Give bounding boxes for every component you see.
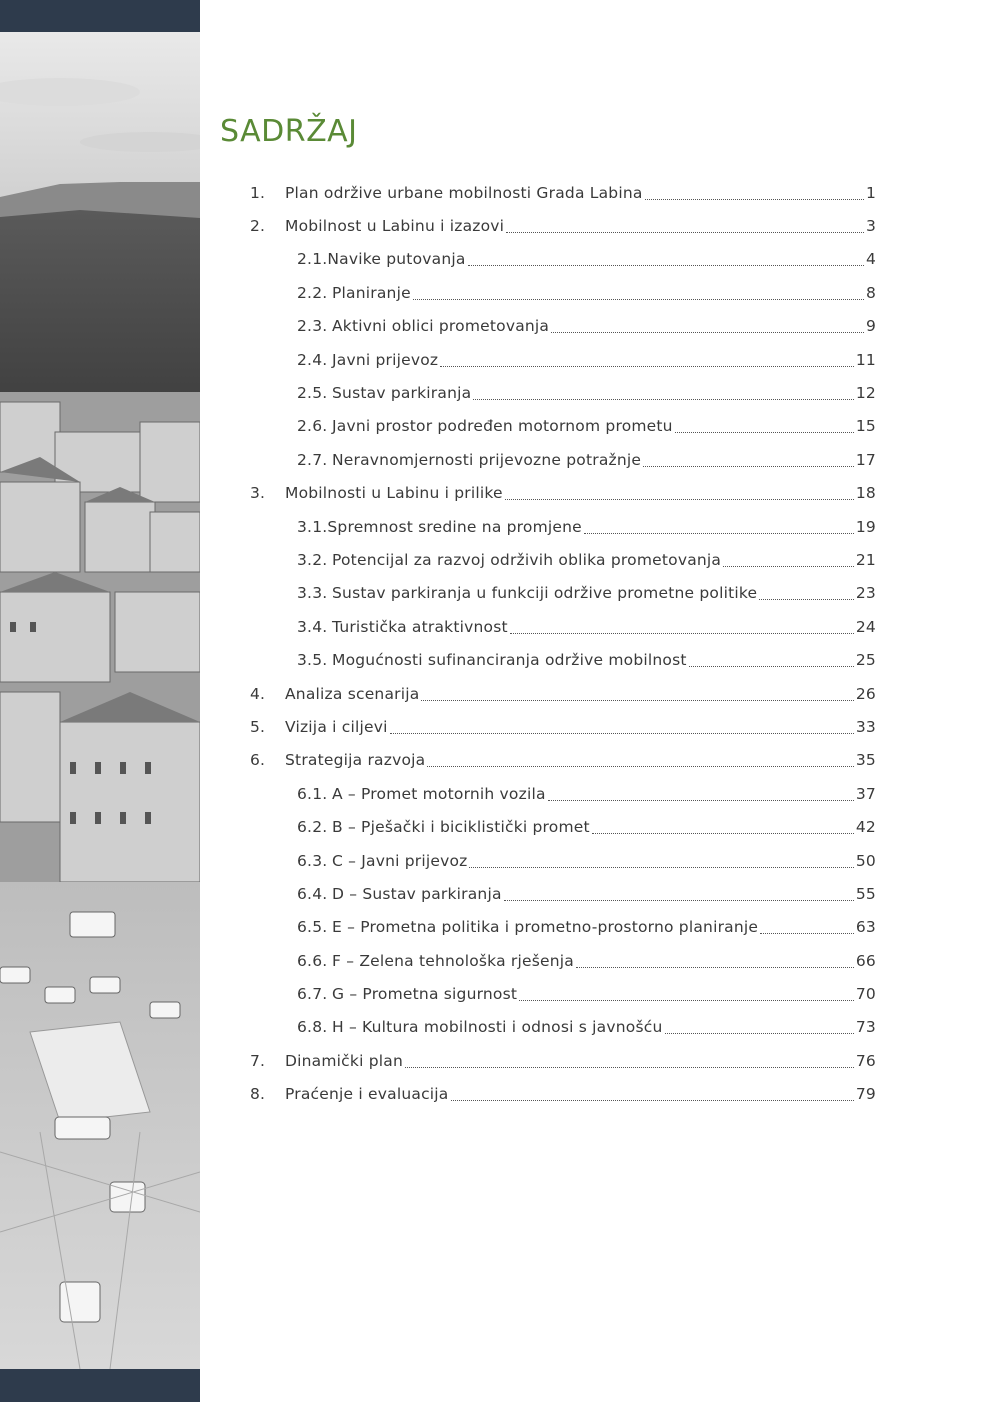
toc-entry-number: 2.5. <box>297 384 328 403</box>
toc-entry-label: C – Javni prijevoz <box>332 851 468 870</box>
toc-entry-page: 8 <box>865 283 876 302</box>
toc-entry[interactable] <box>250 643 876 676</box>
toc-entry-page: 55 <box>855 884 876 903</box>
toc-entry[interactable] <box>250 744 876 777</box>
toc-entry-label: B – Pješački i biciklistički promet <box>332 818 590 837</box>
toc-entry-label: Vizija i ciljevi <box>285 717 388 736</box>
toc-leader-dots <box>451 1099 854 1101</box>
toc-entry[interactable] <box>250 410 876 443</box>
toc-entry-number: 3. <box>250 484 266 503</box>
toc-entry[interactable] <box>250 1078 876 1111</box>
toc-entry-number: 6.6. <box>297 951 328 970</box>
toc-entry[interactable] <box>250 844 876 877</box>
toc-entry-label: A – Promet motornih vozila <box>332 784 546 803</box>
toc-entry-number: 1. <box>250 183 266 202</box>
toc-entry-number: 6.5. <box>297 918 328 937</box>
toc-leader-dots <box>519 999 854 1001</box>
toc-entry-page: 24 <box>855 617 876 636</box>
toc-entry-page: 3 <box>865 217 876 236</box>
toc-entry-label: F – Zelena tehnološka rješenja <box>332 951 574 970</box>
toc-entry-number: 7. <box>250 1051 266 1070</box>
toc-entry-page: 1 <box>865 183 876 202</box>
toc-entry-page: 70 <box>855 985 876 1004</box>
toc-entry-label: Sustav parkiranja <box>332 384 472 403</box>
toc-leader-dots <box>405 1066 854 1068</box>
toc-leader-dots <box>427 765 854 767</box>
toc-entry-label: G – Prometna sigurnost <box>332 985 518 1004</box>
toc-entry-page: 66 <box>855 951 876 970</box>
toc-entry-number: 4. <box>250 684 266 703</box>
toc-entry-number: 6.8. <box>297 1018 328 1037</box>
toc-entry-number: 3.4. <box>297 617 328 636</box>
toc-entry[interactable] <box>250 677 876 710</box>
toc-entry[interactable] <box>250 243 876 276</box>
toc-leader-dots <box>506 231 864 233</box>
toc-entry[interactable] <box>250 1011 876 1044</box>
toc-leader-dots <box>759 598 854 600</box>
toc-entry-page: 17 <box>855 450 876 469</box>
side-panel <box>0 0 200 1402</box>
toc-entry-number: 2.3. <box>297 317 328 336</box>
toc-leader-dots <box>413 298 864 300</box>
toc-entry-page: 35 <box>855 751 876 770</box>
toc-leader-dots <box>551 331 864 333</box>
toc-entry[interactable] <box>250 376 876 409</box>
toc-leader-dots <box>468 264 864 266</box>
toc-entry-label: Potencijal za razvoj održivih oblika prometovanja <box>332 550 722 569</box>
toc-leader-dots <box>505 498 854 500</box>
toc-entry-page: 33 <box>855 717 876 736</box>
toc-leader-dots <box>576 966 854 968</box>
toc-entry-number: 2.1. <box>297 250 328 269</box>
toc-entry[interactable] <box>250 543 876 576</box>
toc-entry[interactable] <box>250 777 876 810</box>
toc-leader-dots <box>548 799 854 801</box>
toc-entry-number: 6.3. <box>297 851 328 870</box>
toc-entry-label: Mogućnosti sufinanciranja održive mobilnost <box>332 651 687 670</box>
toc-leader-dots <box>473 398 854 400</box>
toc-entry-page: 50 <box>855 851 876 870</box>
toc-entry-number: 3.1. <box>297 517 328 536</box>
toc-leader-dots <box>510 632 854 634</box>
toc-entry-number: 2.7. <box>297 450 328 469</box>
toc-entry-page: 37 <box>855 784 876 803</box>
toc-entry-label: E – Prometna politika i prometno-prostorno planiranje <box>332 918 759 937</box>
toc-entry[interactable] <box>250 209 876 242</box>
toc-entry-number: 2.4. <box>297 350 328 369</box>
toc-entry-label: Aktivni oblici prometovanja <box>332 317 550 336</box>
toc-entry-label: Planiranje <box>332 283 411 302</box>
toc-entry-label: Navike putovanja <box>327 250 466 269</box>
toc-entry-label: Javni prijevoz <box>332 350 439 369</box>
toc-leader-dots <box>689 665 854 667</box>
toc-entry-number: 6.4. <box>297 884 328 903</box>
toc-entry-label: Spremnost sredine na promjene <box>327 517 582 536</box>
toc-entry-page: 15 <box>855 417 876 436</box>
toc-entry[interactable] <box>250 877 876 910</box>
toc-leader-dots <box>643 465 854 467</box>
toc-entry[interactable] <box>250 911 876 944</box>
toc-entry-label: Neravnomjernosti prijevozne potražnje <box>332 450 642 469</box>
toc-entry-label: Dinamički plan <box>285 1051 403 1070</box>
toc-entry[interactable] <box>250 343 876 376</box>
toc-entry[interactable] <box>250 577 876 610</box>
toc-entry[interactable] <box>250 610 876 643</box>
toc-entry[interactable] <box>250 176 876 209</box>
toc-entry-label: Praćenje i evaluacija <box>285 1085 449 1104</box>
toc-entry-label: H – Kultura mobilnosti i odnosi s javnošću <box>332 1018 663 1037</box>
toc-entry-number: 5. <box>250 717 266 736</box>
toc-entry-label: Javni prostor podređen motornom prometu <box>332 417 673 436</box>
toc-entry-label: Sustav parkiranja u funkciji održive prometne politike <box>332 584 758 603</box>
toc-leader-dots <box>675 431 854 433</box>
toc-entry-number: 6.2. <box>297 818 328 837</box>
toc-entry-number: 8. <box>250 1085 266 1104</box>
toc-entry-page: 21 <box>855 550 876 569</box>
toc-entry[interactable] <box>250 977 876 1010</box>
toc-entry-page: 76 <box>855 1051 876 1070</box>
toc-entry-label: D – Sustav parkiranja <box>332 884 502 903</box>
toc-entry-label: Analiza scenarija <box>285 684 420 703</box>
toc-leader-dots <box>592 832 854 834</box>
page-title: SADRŽAJ <box>220 114 358 149</box>
toc-leader-dots <box>504 899 854 901</box>
toc-leader-dots <box>421 699 853 701</box>
toc-entry[interactable] <box>250 810 876 843</box>
toc-entry-label: Mobilnosti u Labinu i prilike <box>285 484 503 503</box>
toc-entry[interactable] <box>250 443 876 476</box>
toc-leader-dots <box>440 365 854 367</box>
toc-entry-label: Strategija razvoja <box>285 751 426 770</box>
toc-entry-number: 3.3. <box>297 584 328 603</box>
toc-entry-label: Mobilnost u Labinu i izazovi <box>285 217 505 236</box>
toc-leader-dots <box>390 732 854 734</box>
toc-leader-dots <box>469 866 853 868</box>
toc-entry-page: 9 <box>865 317 876 336</box>
toc-leader-dots <box>723 565 854 567</box>
side-bar-top <box>0 0 200 32</box>
toc-entry-page: 12 <box>855 384 876 403</box>
toc-entry[interactable] <box>250 477 876 510</box>
toc-entry-number: 2.2. <box>297 283 328 302</box>
toc-entry-label: Plan održive urbane mobilnosti Grada Labina <box>285 183 643 202</box>
toc-entry-page: 11 <box>855 350 876 369</box>
toc-entry-page: 19 <box>855 517 876 536</box>
toc-entry[interactable] <box>250 1044 876 1077</box>
toc-entry-page: 42 <box>855 818 876 837</box>
toc-entry-number: 2.6. <box>297 417 328 436</box>
toc-leader-dots <box>584 532 854 534</box>
toc-entry[interactable] <box>250 944 876 977</box>
toc-entry-page: 79 <box>855 1085 876 1104</box>
toc-entry[interactable] <box>250 710 876 743</box>
table-of-contents <box>250 176 876 1111</box>
town-aerial-photo <box>0 32 200 1369</box>
toc-entry-number: 6.7. <box>297 985 328 1004</box>
toc-entry-label: Turistička atraktivnost <box>332 617 508 636</box>
toc-entry-number: 3.2. <box>297 550 328 569</box>
toc-entry-number: 3.5. <box>297 651 328 670</box>
toc-entry-number: 2. <box>250 217 266 236</box>
toc-entry-page: 4 <box>865 250 876 269</box>
toc-entry[interactable] <box>250 276 876 309</box>
toc-entry-number: 6. <box>250 751 266 770</box>
toc-leader-dots <box>665 1032 854 1034</box>
toc-entry-page: 26 <box>855 684 876 703</box>
toc-leader-dots <box>645 198 864 200</box>
toc-entry[interactable] <box>250 310 876 343</box>
toc-entry[interactable] <box>250 510 876 543</box>
toc-entry-page: 25 <box>855 651 876 670</box>
toc-entry-page: 18 <box>855 484 876 503</box>
toc-leader-dots <box>760 932 854 934</box>
toc-entry-number: 6.1. <box>297 784 328 803</box>
toc-entry-page: 63 <box>855 918 876 937</box>
side-bar-bottom <box>0 1369 200 1402</box>
toc-entry-page: 23 <box>855 584 876 603</box>
toc-entry-page: 73 <box>855 1018 876 1037</box>
